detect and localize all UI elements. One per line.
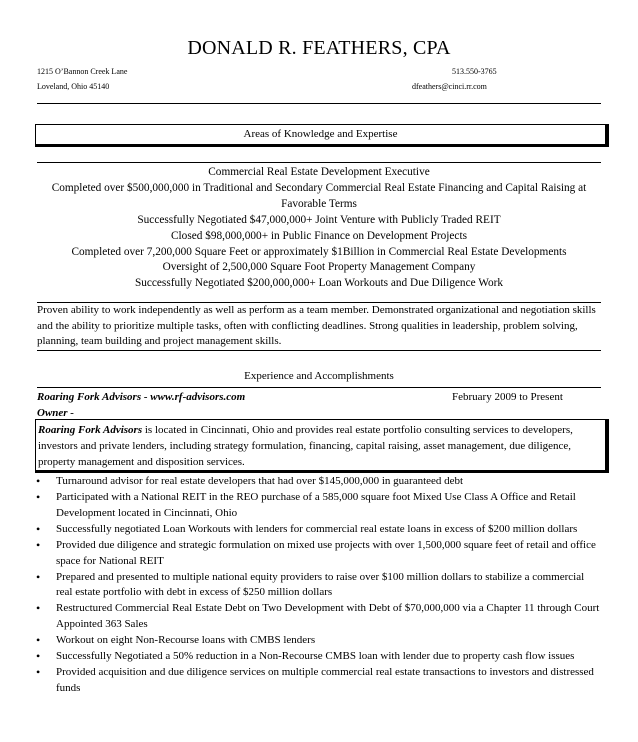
list-item: • Successfully negotiated Loan Workouts with lenders for commercial real estate loans in excess of $200 million dollars xyxy=(36,522,602,538)
list-item: • Provided due diligence and strategic formulation on mixed use projects with over 1,500,000 square feet of retail and office space for National REIT xyxy=(36,538,602,570)
list-item: • Participated with a National REIT in the REO purchase of a 585,000 square foot Mixed Use Class A Office and Retail Development located in Cincinnati, Ohio xyxy=(36,490,602,522)
knowledge-heading: Areas of Knowledge and Expertise xyxy=(243,128,398,140)
list-item: • Restructured Commercial Real Estate Debt on Two Development with Debt of $70,000,000 via a Chapter 11 through Court Appointed 363 Sales xyxy=(36,601,602,633)
list-item: • Prepared and presented to multiple national equity providers to raise over $100 million dollars to stabilize a commercial real estate portfolio with debt in excess of $250 million dollars xyxy=(36,570,602,602)
knowledge-item: Successfully Negotiated $200,000,000+ Loan Workouts and Due Diligence Work xyxy=(134,277,504,290)
company-description-text: is located in Cincinnati, Ohio and provides real estate portfolio consulting services to developers, investors and private lenders, including strategy formulation, financing, capital raising, asset management, due diligence, property management and disposition services. xyxy=(38,424,573,468)
knowledge-item: Commercial Real Estate Development Executive xyxy=(208,166,430,178)
knowledge-item: Closed $98,000,000+ in Public Finance on Development Projects xyxy=(171,229,467,242)
company-name: Roaring Fork Advisors - www.rf-advisors.com xyxy=(37,391,246,403)
knowledge-item: Completed over 7,200,000 Square Feet or approximately $1Billion in Commercial Real Estate Developments xyxy=(71,245,567,258)
knowledge-item: Oversight of 2,500,000 Square Foot Property Management Company xyxy=(162,261,476,274)
company-description xyxy=(36,420,605,470)
employment-dates: February 2009 to Present xyxy=(452,391,563,403)
address-line-2: Loveland, Ohio 45140 xyxy=(37,82,110,91)
email-address: dfeathers@cinci.rr.com xyxy=(412,82,487,91)
accomplishments-list xyxy=(36,474,602,697)
header-divider xyxy=(37,103,601,104)
list-item: • Workout on eight Non-Recourse loans with CMBS lenders xyxy=(36,633,602,649)
company-description-lead: Roaring Fork Advisors xyxy=(38,424,143,436)
knowledge-top-rule xyxy=(37,162,601,163)
summary-paragraph: Proven ability to work independently as well as perform as a team member. Demonstrated organizational and negotiation skills and the ability to prioritize multiple tasks, often with conflicting deadlines. Strong qualities in leadership, problem solving, planning, team building and project management skills. xyxy=(37,304,596,348)
summary-bottom-rule xyxy=(37,350,601,351)
company-description-box xyxy=(35,419,609,473)
knowledge-item: Successfully Negotiated $47,000,000+ Joint Venture with Publicly Traded REIT xyxy=(137,213,501,226)
experience-heading: Experience and Accomplishments xyxy=(244,370,394,382)
resume-name: DONALD R. FEATHERS, CPA xyxy=(187,37,451,59)
list-item: • Provided acquisition and due diligence services on multiple commercial real estate transactions to investors and distressed funds xyxy=(36,665,602,697)
job-role: Owner - xyxy=(37,407,74,419)
knowledge-list xyxy=(37,165,601,292)
knowledge-heading-box xyxy=(35,124,609,147)
list-item: • Successfully Negotiated a 50% reduction in a Non-Recourse CMBS loan with lender due to property cash flow issues xyxy=(36,649,602,665)
experience-rule xyxy=(37,387,601,388)
knowledge-item: Completed over $500,000,000 in Traditional and Secondary Commercial Real Estate Financing and Capital Raising at Favorable Terms xyxy=(51,181,587,210)
phone-number: 513.550-3765 xyxy=(452,67,497,76)
address-line-1: 1215 O’Bannon Creek Lane xyxy=(37,67,128,76)
list-item: • Turnaround advisor for real estate developers that had over $145,000,000 in guaranteed debt xyxy=(36,474,602,490)
